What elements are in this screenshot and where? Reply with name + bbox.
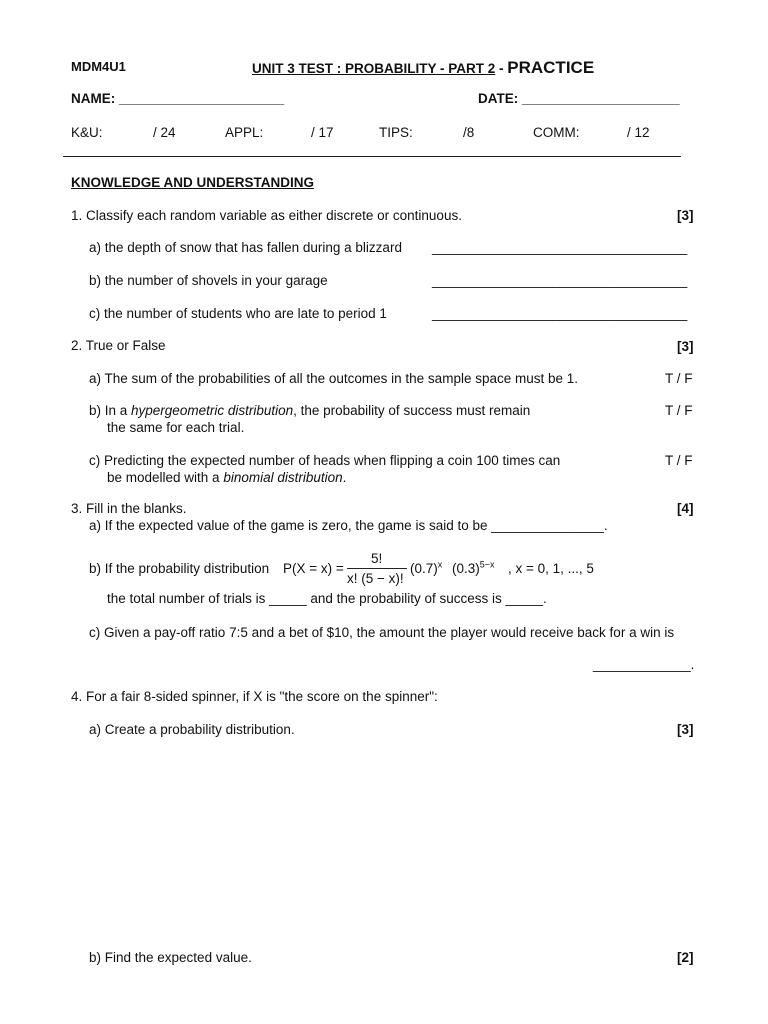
q2-item-c-post: . [342, 470, 347, 485]
q2-item-b-post: , the probability of success must remain [293, 403, 531, 418]
q4-item-a: a) Create a probability distribution. [89, 722, 295, 737]
q3-marks: [4] [677, 501, 694, 516]
formula-domain: , x = 0, 1, ..., 5 [508, 561, 594, 576]
formula-numerator: 5! [371, 551, 383, 566]
q3-item-b-line2: the total number of trials is _____ and the probability of success is _____. [107, 591, 547, 606]
q4-item-b: b) Find the expected value. [89, 950, 252, 965]
q2-item-c-line2 [107, 470, 346, 485]
q3-item-a: a) If the expected value of the game is zero, the game is said to be _______________. [89, 518, 608, 533]
category-label-appl: APPL: [225, 125, 264, 140]
header-divider [63, 156, 681, 157]
category-label-comm: COMM: [533, 125, 580, 140]
q2-tf-b: T / F [665, 403, 693, 418]
formula-base-1: (0.7) [410, 561, 438, 576]
name-field: NAME: ______________________ [71, 91, 285, 106]
q3-item-c: c) Given a pay-off ratio 7:5 and a bet of $10, the amount the player would receive back for a win is [89, 625, 675, 640]
q3-item-c-blank: _____________. [593, 657, 695, 672]
q2-item-b [89, 403, 530, 418]
q2-item-b-term: hypergeometric distribution [131, 403, 294, 418]
formula-base-2: (0.3) [452, 561, 480, 576]
formula-lhs: P(X = x) = [283, 561, 344, 576]
binomial-formula [283, 550, 594, 586]
q2-item-c-term: binomial distribution [223, 470, 343, 485]
q2-tf-c: T / F [665, 453, 693, 468]
q1-marks: [3] [677, 208, 694, 223]
q1-item-a: a) the depth of snow that has fallen during a blizzard [89, 240, 402, 255]
q2-item-c-pre: be modelled with a [107, 470, 224, 485]
category-score-comm: / 12 [627, 125, 650, 140]
q1-item-c: c) the number of students who are late to period 1 [89, 306, 387, 321]
q1-stem: 1. Classify each random variable as either discrete or continuous. [71, 208, 462, 223]
q4-stem: 4. For a fair 8-sided spinner, if X is "the score on the spinner": [71, 689, 438, 704]
q1-answer-blank-a: __________________________________ [432, 240, 688, 255]
q2-item-b-pre: b) In a [89, 403, 132, 418]
category-score-appl: / 17 [311, 125, 334, 140]
q4-marks-a: [3] [677, 722, 694, 737]
q2-marks: [3] [677, 339, 694, 354]
category-label-tips: TIPS: [379, 125, 413, 140]
q4-marks-b: [2] [677, 950, 694, 965]
q3-item-b: b) If the probability distribution [89, 561, 270, 576]
q1-answer-blank-c: __________________________________ [432, 306, 688, 321]
formula-denominator: x! (5 − x)! [347, 571, 404, 586]
test-title-dash: - [495, 61, 508, 76]
q2-item-c: c) Predicting the expected number of heads when flipping a coin 100 times can [89, 453, 561, 468]
test-title-practice: PRACTICE [507, 58, 595, 77]
formula-exp-2: 5−x [479, 559, 495, 570]
formula-fraction-bar [347, 568, 407, 569]
category-label-ku: K&U: [71, 125, 103, 140]
q2-item-b-line2: the same for each trial. [107, 420, 245, 435]
q3-stem: 3. Fill in the blanks. [71, 501, 187, 516]
test-title [252, 58, 594, 78]
q2-stem: 2. True or False [71, 338, 166, 353]
date-field: DATE: _____________________ [478, 91, 680, 106]
formula-exp-1: x [437, 559, 443, 570]
q2-item-a: a) The sum of the probabilities of all the outcomes in the sample space must be 1. [89, 371, 579, 386]
q2-tf-a: T / F [665, 371, 693, 386]
category-score-tips: /8 [463, 125, 475, 140]
q1-item-b: b) the number of shovels in your garage [89, 273, 328, 288]
q1-answer-blank-b: __________________________________ [432, 273, 688, 288]
formula-factor-1 [410, 561, 442, 576]
formula-factor-2 [452, 561, 495, 576]
test-title-main: UNIT 3 TEST : PROBABILITY - PART 2 [252, 61, 496, 76]
course-code: MDM4U1 [71, 59, 126, 74]
section-heading: KNOWLEDGE AND UNDERSTANDING [71, 175, 314, 190]
category-score-ku: / 24 [153, 125, 176, 140]
